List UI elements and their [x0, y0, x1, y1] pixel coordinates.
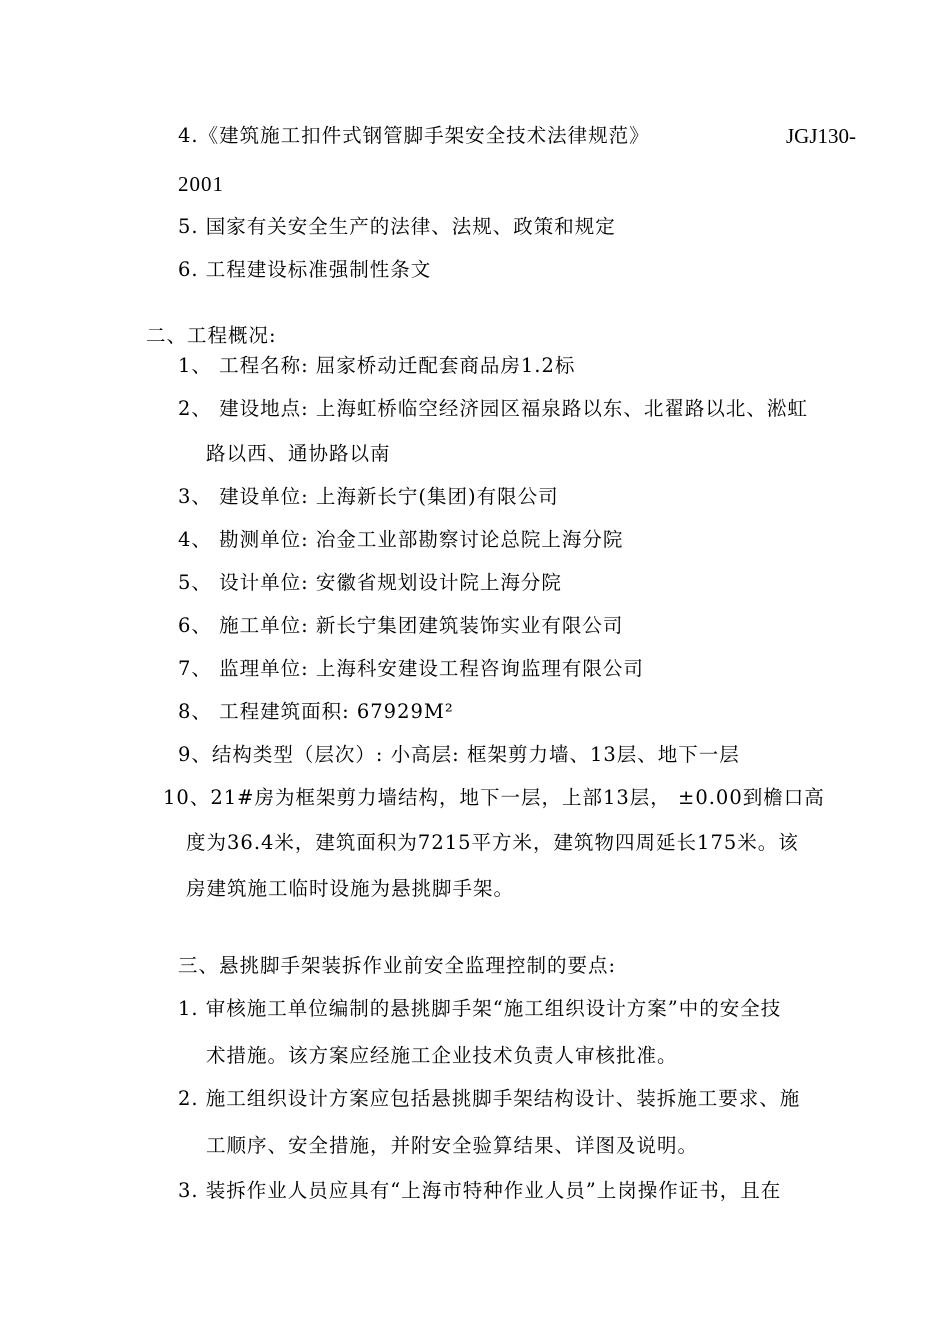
overview-item-10-line-2: 度为36.4米，建筑面积为7215平方米，建筑物四周延长175米。该 — [186, 831, 799, 854]
overview-item-6: 6、 施工单位: 新长宁集团建筑装饰实业有限公司 — [178, 614, 624, 637]
control-item-3-line-1: 3. 装拆作业人员应具有“上海市特种作业人员”上岗操作证书，且在 — [178, 1179, 782, 1202]
overview-item-9: 9、结构类型（层次）: 小高层: 框架剪力墙、13层、地下一层 — [178, 743, 740, 766]
overview-item-5: 5、 设计单位: 安徽省规划设计院上海分院 — [178, 571, 562, 594]
reference-item-4: 4.《建筑施工扣件式钢管脚手架安全技术法律规范》 — [178, 124, 650, 147]
reference-item-6: 6. 工程建设标准强制性条文 — [178, 258, 432, 281]
overview-item-10-line-3: 房建筑施工临时设施为悬挑脚手架。 — [186, 877, 515, 900]
overview-item-2-line-2: 路以西、通协路以南 — [206, 442, 391, 465]
overview-item-2-line-1: 2、 建设地点: 上海虹桥临空经济园区福泉路以东、北翟路以北、淞虹 — [178, 397, 808, 420]
reference-item-4-code: JGJ130- — [786, 124, 857, 148]
overview-item-7: 7、 监理单位: 上海科安建设工程咨询监理有限公司 — [178, 657, 644, 680]
control-item-1-line-2: 术措施。该方案应经施工企业技术负责人审核批准。 — [206, 1044, 678, 1067]
reference-item-5: 5. 国家有关安全生产的法律、法规、政策和规定 — [178, 215, 616, 238]
overview-item-10-line-1: 10、21#房为框架剪力墙结构，地下一层，上部13层， ±0.00到檐口高 — [163, 786, 825, 809]
section-heading-overview: 二、工程概况: — [146, 324, 277, 347]
overview-item-1: 1、 工程名称: 屈家桥动迁配套商品房1.2标 — [178, 354, 576, 377]
section-heading-control: 三、悬挑脚手架装拆作业前安全监理控制的要点: — [178, 954, 617, 977]
control-item-2-line-1: 2. 施工组织设计方案应包括悬挑脚手架结构设计、装拆施工要求、施 — [178, 1087, 801, 1110]
overview-item-4: 4、 勘测单位: 冶金工业部勘察讨论总院上海分院 — [178, 528, 624, 551]
overview-item-3: 3、 建设单位: 上海新长宁(集团)有限公司 — [178, 485, 559, 508]
overview-item-8: 8、 工程建筑面积: 67929M² — [178, 700, 454, 723]
control-item-2-line-2: 工顺序、安全措施，并附安全验算结果、详图及说明。 — [206, 1134, 699, 1157]
reference-item-4-year: 2001 — [178, 172, 224, 196]
control-item-1-line-1: 1. 审核施工单位编制的悬挑脚手架“施工组织设计方案”中的安全技 — [178, 997, 782, 1020]
